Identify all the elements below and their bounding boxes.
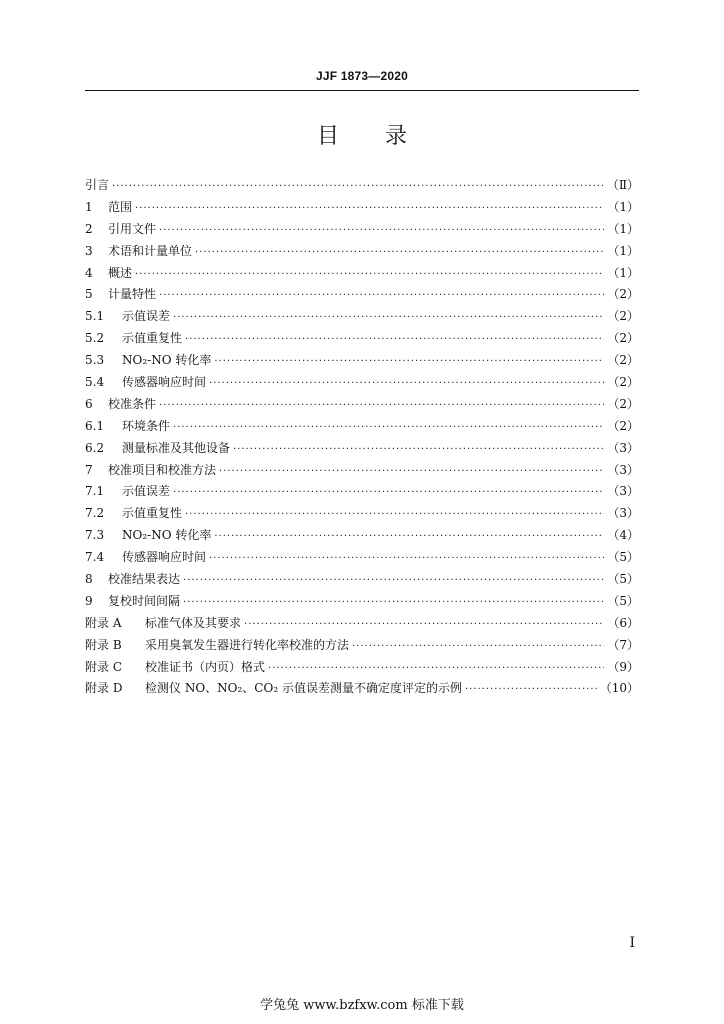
toc-entry[interactable]	[85, 328, 639, 350]
toc-leader-dots	[195, 242, 604, 264]
toc-entry-label: 测量标准及其他设备	[122, 440, 231, 455]
toc-entry[interactable]	[85, 219, 639, 241]
toc-entry[interactable]	[85, 372, 639, 394]
toc-leader-dots	[173, 482, 604, 504]
toc-entry-page: （2）	[607, 375, 639, 390]
toc-entry[interactable]	[85, 591, 639, 613]
toc-entry-page: （10）	[599, 681, 639, 696]
toc-leader-dots	[185, 504, 604, 526]
toc-leader-dots	[159, 285, 604, 307]
toc-entry-page: （2）	[607, 353, 639, 368]
toc-entry-label: NO₂-NO 转化率	[122, 528, 212, 543]
toc-entry-page: （6）	[607, 615, 639, 630]
toc-leader-dots	[233, 439, 604, 461]
toc-entry-page: （2）	[607, 331, 639, 346]
toc-entry-label: 引用文件	[108, 221, 157, 236]
toc-leader-dots	[185, 329, 604, 351]
toc-entry-number: 1	[85, 199, 93, 214]
toc-entry-number: 5.2	[85, 331, 105, 346]
toc-leader-dots	[268, 658, 604, 680]
toc-leader-dots	[244, 614, 604, 636]
toc-entry-number: 8	[85, 572, 93, 587]
toc-entry-label: 示值重复性	[122, 331, 183, 346]
toc-entry-page: （2）	[607, 396, 639, 411]
toc-leader-dots	[352, 636, 604, 658]
toc-entry-number: 7.2	[85, 506, 105, 521]
toc-entry[interactable]	[85, 394, 639, 416]
toc-entry-page: （3）	[607, 440, 639, 455]
toc-entry-number: 7.3	[85, 528, 105, 543]
toc-leader-dots	[183, 570, 604, 592]
footer-text: 学兔兔 www.bzfxw.com 标准下载	[260, 998, 464, 1013]
toc-entry[interactable]	[85, 613, 639, 635]
toc-entry[interactable]	[85, 241, 639, 263]
toc-entry-label: 传感器响应时间	[122, 550, 207, 565]
toc-entry-number: 附录 B	[85, 637, 122, 652]
toc-entry[interactable]	[85, 263, 639, 285]
toc-entry-number: 6.1	[85, 418, 105, 433]
toc-entry-page: （3）	[607, 484, 639, 499]
toc-entry-page: （2）	[607, 418, 639, 433]
toc-entry-label: 计量特性	[108, 287, 157, 302]
toc-entry-number: 7.4	[85, 550, 105, 565]
toc-leader-dots	[135, 198, 604, 220]
toc-entry-number: 3	[85, 243, 93, 258]
toc-entry-label: 示值误差	[122, 309, 171, 324]
toc-entry-page: （3）	[607, 506, 639, 521]
toc-entry-label: 检测仪 NO、NO₂、CO₂ 示值误差测量不确定度评定的示例	[145, 681, 462, 696]
toc-leader-dots	[159, 395, 604, 417]
toc-entry-label: 校准条件	[108, 396, 157, 411]
document-header	[85, 62, 639, 91]
toc-entry-page: （Ⅱ）	[606, 178, 639, 192]
toc-leader-dots	[112, 176, 604, 198]
toc-entry-page: （1）	[607, 221, 639, 236]
toc-entry-label: 复校时间间隔	[108, 593, 181, 608]
toc-leader-dots	[135, 264, 604, 286]
toc-entry-label: 环境条件	[122, 418, 171, 433]
toc-leader-dots	[159, 220, 604, 242]
toc-entry[interactable]	[85, 416, 639, 438]
toc-entry[interactable]	[85, 503, 639, 525]
toc-entry-page: （4）	[607, 528, 639, 543]
toc-leader-dots	[214, 351, 604, 373]
toc-entry-number: 2	[85, 221, 93, 236]
toc-entry-label: 示值重复性	[122, 506, 183, 521]
toc-entry-label: 术语和计量单位	[108, 243, 193, 258]
toc-entry[interactable]	[85, 350, 639, 372]
toc-entry-label: 标准气体及其要求	[145, 615, 242, 630]
toc-entry[interactable]	[85, 306, 639, 328]
toc-entry-label: 示值误差	[122, 484, 171, 499]
toc-entry-number: 附录 A	[85, 615, 122, 630]
toc-entry-number: 7	[85, 462, 93, 477]
toc-entry-label: 传感器响应时间	[122, 375, 207, 390]
toc-leader-dots	[173, 307, 604, 329]
toc-entry-number: 附录 C	[85, 659, 122, 674]
toc-entry[interactable]	[85, 678, 639, 700]
page-title	[0, 120, 724, 154]
toc-entry-number: 附录 D	[85, 681, 123, 696]
toc-entry-number: 6	[85, 396, 93, 411]
toc-entry-page: （3）	[607, 462, 639, 477]
toc-leader-dots	[214, 526, 604, 548]
toc-entry-number: 9	[85, 593, 93, 608]
toc-leader-dots	[183, 592, 604, 614]
toc-entry[interactable]	[85, 635, 639, 657]
toc-entry-label: NO₂-NO 转化率	[122, 353, 212, 368]
toc-entry-page: （5）	[607, 593, 639, 608]
toc-entry[interactable]	[85, 197, 639, 219]
toc-entry-number: 5	[85, 287, 93, 302]
page-number: I	[629, 935, 635, 951]
toc-entry-number: 5.3	[85, 353, 105, 368]
toc-entry-number: 5.4	[85, 375, 105, 390]
toc-entry-label: 范围	[108, 199, 133, 214]
toc-leader-dots	[209, 373, 604, 395]
title-char-2: 录	[385, 124, 408, 149]
toc-entry-page: （9）	[607, 659, 639, 674]
toc-leader-dots	[209, 548, 604, 570]
toc-entry-number: 4	[85, 265, 93, 280]
toc-entry-label: 引言	[85, 178, 110, 192]
toc-entry-page: （5）	[607, 550, 639, 565]
toc-leader-dots	[219, 461, 604, 483]
footer-watermark	[0, 994, 724, 1013]
table-of-contents	[85, 175, 639, 700]
toc-entry-page: （1）	[607, 243, 639, 258]
standard-code: JJF 1873—2020	[315, 69, 408, 83]
toc-entry-number: 6.2	[85, 440, 105, 455]
toc-entry[interactable]	[85, 657, 639, 679]
toc-entry[interactable]	[85, 284, 639, 306]
toc-entry[interactable]	[85, 438, 639, 460]
toc-entry-label: 概述	[108, 265, 133, 280]
toc-entry-label: 校准项目和校准方法	[108, 462, 217, 477]
toc-entry-page: （7）	[607, 637, 639, 652]
toc-entry-page: （1）	[607, 199, 639, 214]
toc-entry-number: 5.1	[85, 309, 105, 324]
toc-entry[interactable]	[85, 525, 639, 547]
toc-entry[interactable]	[85, 460, 639, 482]
toc-entry-page: （5）	[607, 572, 639, 587]
toc-entry-label: 采用臭氧发生器进行转化率校准的方法	[145, 637, 350, 652]
toc-leader-dots	[173, 417, 604, 439]
toc-entry-page: （1）	[607, 265, 639, 280]
toc-leader-dots	[465, 679, 597, 701]
toc-entry[interactable]	[85, 569, 639, 591]
toc-entry-label: 校准证书（内页）格式	[145, 659, 266, 674]
toc-entry[interactable]	[85, 547, 639, 569]
toc-entry[interactable]	[85, 481, 639, 503]
toc-entry[interactable]	[85, 175, 639, 197]
toc-entry-page: （2）	[607, 287, 639, 302]
toc-entry-page: （2）	[607, 309, 639, 324]
title-char-1: 目	[316, 124, 339, 149]
toc-entry-number: 7.1	[85, 484, 105, 499]
toc-entry-label: 校准结果表达	[108, 572, 181, 587]
